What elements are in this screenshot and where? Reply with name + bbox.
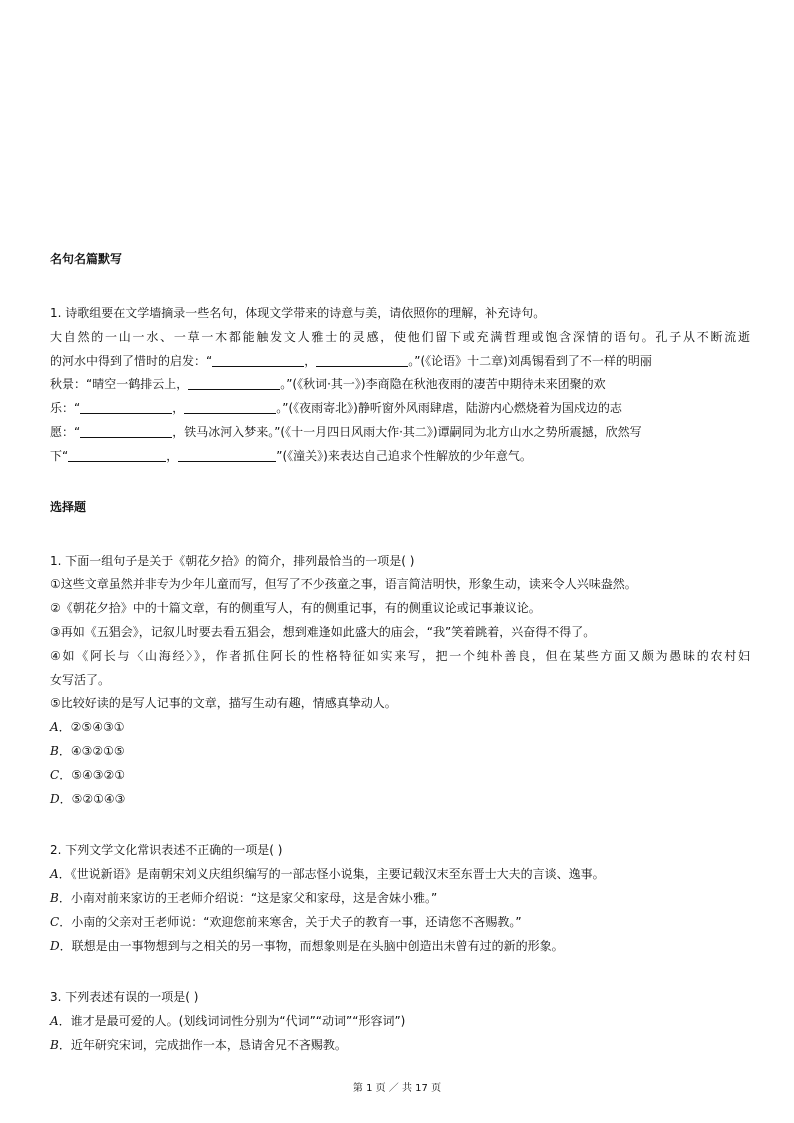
answer-blank[interactable] <box>178 448 276 462</box>
question-choice-3 <box>50 986 750 1057</box>
option-a[interactable] <box>50 716 750 740</box>
option-a[interactable] <box>50 863 750 887</box>
answer-blank[interactable] <box>68 448 166 462</box>
statement-item: ①这些文章虽然并非专为少年儿童而写，但写了不少孩童之事，语言简洁明快，形象生动，读来令人兴味盎然。 <box>50 577 637 592</box>
option-text: ．⑤②①④③ <box>59 791 126 806</box>
option-letter: B <box>50 1037 59 1052</box>
answer-blank[interactable] <box>188 376 280 390</box>
option-letter: A <box>50 720 59 735</box>
statement-item: ⑤比较好读的是写人记事的文章，描写生动有趣，情感真挚动人。 <box>50 696 397 711</box>
option-b[interactable] <box>50 887 750 911</box>
question-text-line: 乐：“ ， 。”(《夜雨寄北》)静听窗外风雨肆虐，陆游内心燃烧着为国戍边的志 <box>50 401 622 416</box>
answer-blank[interactable] <box>316 353 408 367</box>
option-letter: B <box>50 743 59 758</box>
statement-item-continued: 女写活了。 <box>50 672 111 687</box>
answer-blank[interactable] <box>80 424 172 438</box>
statement-item: ②《朝花夕拾》中的十篇文章，有的侧重写人，有的侧重记事，有的侧重议论或记事兼议论。 <box>50 601 541 616</box>
statement-item: ③再如《五猖会》，记叙儿时要去看五猖会，想到难逢如此盛大的庙会，“我”笑着跳着，兴奋得不得了。 <box>50 624 596 639</box>
section-title-choice: 选择题 <box>50 499 87 514</box>
question-text-line: 愿：“ ，铁马冰河入梦来。”(《十一月四日风雨大作·其二》)谭嗣同为北方山水之势所震撼，欣然写 <box>50 424 642 439</box>
option-d[interactable] <box>50 788 750 812</box>
option-a[interactable] <box>50 1010 750 1034</box>
statement-item: ④如《阿长与〈山海经〉》，作者抓住阿长的性格特征如实来写，把一个纯朴善良，但在某些方面又颇为愚昧的农村妇 <box>50 648 750 663</box>
option-letter: A <box>50 1014 59 1029</box>
question-text-line: 大自然的一山一水、一草一木都能触发文人雅士的灵感，使他们留下或充满哲理或饱含深情的语句。孔子从不断流逝 <box>50 329 750 344</box>
option-text: ．②⑤④③① <box>58 720 125 735</box>
section-title-fill-in: 名句名篇默写 <box>50 252 123 266</box>
question-text-line: 下“ ， ”(《潼关》)来表达自己追求个性解放的少年意气。 <box>50 448 532 463</box>
question-stem: 3. 下列表述有误的一项是( ) <box>50 990 199 1005</box>
option-text: ．小南对前来家访的王老师介绍说：“这是家父和家母，这是舍妹小雅。” <box>58 890 438 905</box>
question-text-line: 秋景：“晴空一鹤排云上， 。”(《秋词·其一》)李商隐在秋池夜雨的凄苦中期待未来团聚的欢 <box>50 377 606 392</box>
answer-blank[interactable] <box>184 400 276 414</box>
option-d[interactable] <box>50 935 750 959</box>
option-text: ．《世说新语》是南朝宋刘义庆组织编写的一部志怪小说集，主要记载汉末至东晋士大夫的言谈、逸事。 <box>58 867 605 882</box>
question-choice-1 <box>50 550 750 812</box>
question-stem: 1. 诗歌组要在文学墙摘录一些名句，体现文学带来的诗意与美，请依照你的理解，补充诗句。 <box>50 306 546 320</box>
option-letter: C <box>50 767 60 782</box>
option-letter: D <box>50 938 60 953</box>
option-letter: A <box>50 867 59 882</box>
option-text: ．谁才是最可爱的人。(划线词词性分别为“代词”“动词”“形容词”) <box>58 1014 406 1029</box>
option-letter: C <box>50 914 60 929</box>
option-text: ．④③②①⑤ <box>58 743 125 758</box>
option-letter: B <box>50 890 59 905</box>
question-fill-in-1 <box>50 302 750 469</box>
question-choice-2 <box>50 839 750 958</box>
option-text: ．联想是由一事物想到与之相关的另一事物，而想象则是在头脑中创造出未曾有过的新的形象。 <box>59 938 564 953</box>
option-b[interactable] <box>50 740 750 764</box>
page-footer: 第 1 页 ／ 共 17 页 <box>352 1083 442 1094</box>
option-c[interactable] <box>50 911 750 935</box>
option-b[interactable] <box>50 1034 750 1058</box>
answer-blank[interactable] <box>212 353 304 367</box>
answer-blank[interactable] <box>80 400 172 414</box>
page-content <box>50 249 750 1058</box>
option-text: ．近年研究宋词，完成拙作一本，恳请舍兄不吝赐教。 <box>58 1037 347 1052</box>
option-text: ．小南的父亲对王老师说：“欢迎您前来寒舍，关于犬子的教育一事，还请您不吝赐教。” <box>59 914 522 929</box>
question-text-line: 的河水中得到了惜时的启发：“ ， 。”(《论语》十二章)刘禹锡看到了不一样的明丽 <box>50 353 652 368</box>
question-stem: 1. 下面一组句子是关于《朝花夕拾》的简介，排列最恰当的一项是( ) <box>50 553 415 568</box>
question-stem: 2. 下列文学文化常识表述不正确的一项是( ) <box>50 843 283 858</box>
option-text: ．⑤④③②① <box>59 767 125 782</box>
option-letter: D <box>50 791 60 806</box>
option-c[interactable] <box>50 764 750 788</box>
